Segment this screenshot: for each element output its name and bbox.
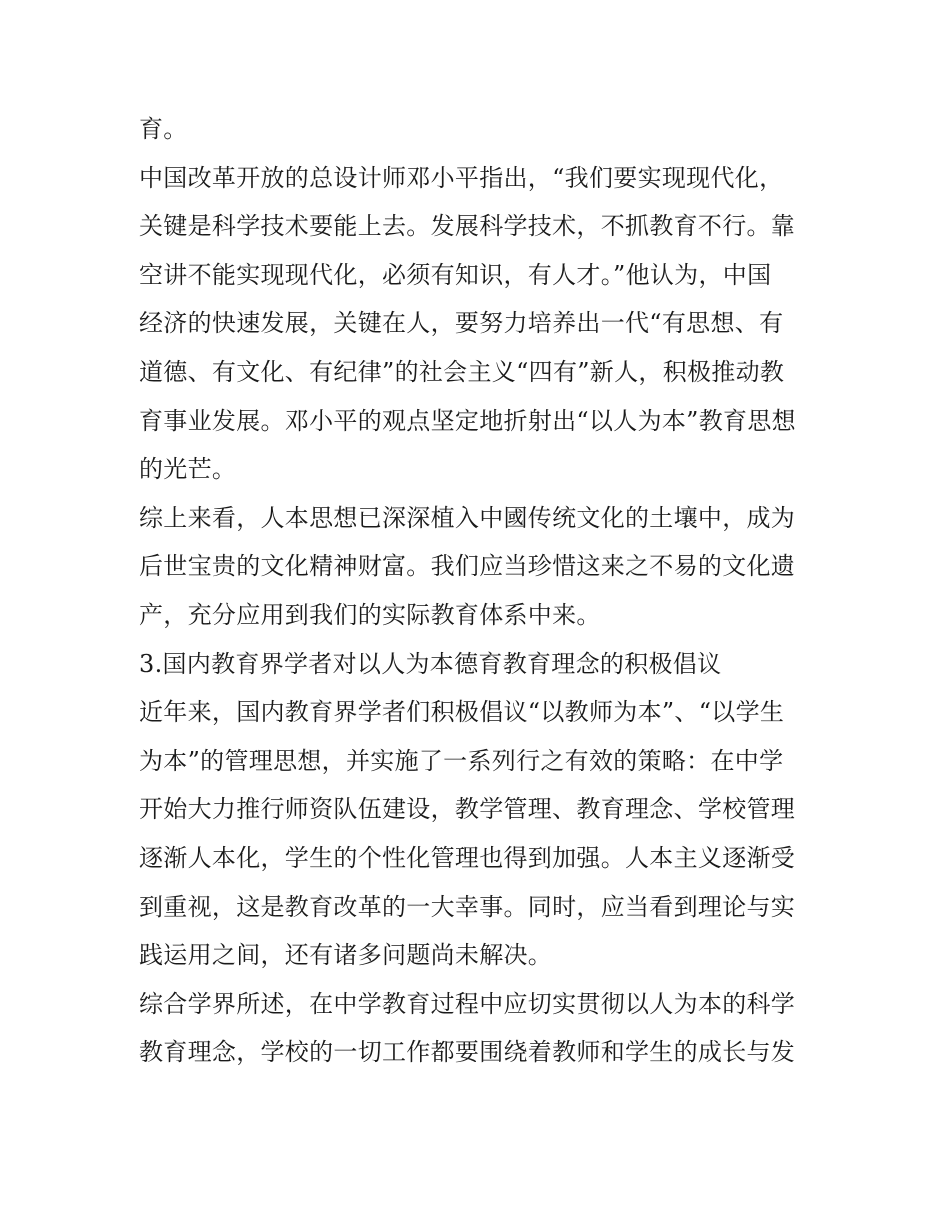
text-line: 到重视，这是教育改革的一大幸事。同时，应当看到理论与实 [139, 892, 796, 921]
text-line: 育事业发展。邓小平的观点坚定地折射出“以人为本”教育思想 [139, 406, 796, 435]
text-line: 空讲不能实现现代化，必须有知识，有人才。”他认为，中国 [139, 260, 772, 289]
document-body [139, 105, 814, 1077]
text-line: 道德、有文化、有纪律”的社会主义“四有”新人，积极推动教 [139, 357, 785, 386]
text-line: 践运用之间，还有诸多问题尚未解决。 [139, 941, 553, 970]
text-line: 中国改革开放的总设计师邓小平指出，“我们要实现现代化， [139, 163, 784, 192]
text-line: 的光芒。 [139, 455, 237, 484]
section-heading: 3.国内教育界学者对以人为本德育教育理念的积极倡议 [139, 649, 722, 678]
text-line: 综上来看，人本思想已深深植入中國传统文化的土壤中，成为 [139, 503, 796, 532]
text-line: 近年来，国内教育界学者们积极倡议“以教师为本”、“以学生 [139, 698, 785, 727]
text-line: 教育理念，学校的一切工作都要围绕着教师和学生的成长与发 [139, 1038, 796, 1067]
text-line: 关键是科学技术要能上去。发展科学技术，不抓教育不行。靠 [139, 212, 796, 241]
text-line: 综合学界所述，在中学教育过程中应切实贯彻以人为本的科学 [139, 989, 796, 1018]
text-line: 育。 [139, 115, 188, 143]
text-line: 后世宝贵的文化精神财富。我们应当珍惜这来之不易的文化遗 [139, 552, 796, 581]
text-line: 产，充分应用到我们的实际教育体系中来。 [139, 600, 601, 629]
text-line: 经济的快速发展，关键在人，要努力培养出一代“有思想、有 [139, 309, 784, 338]
text-line: 开始大力推行师资队伍建设，教学管理、教育理念、学校管理 [139, 795, 796, 824]
text-line: 为本”的管理思想，并实施了一系列行之有效的策略：在中学 [139, 746, 784, 775]
text-line: 逐渐人本化，学生的个性化管理也得到加强。人本主义逐渐受 [139, 843, 796, 872]
